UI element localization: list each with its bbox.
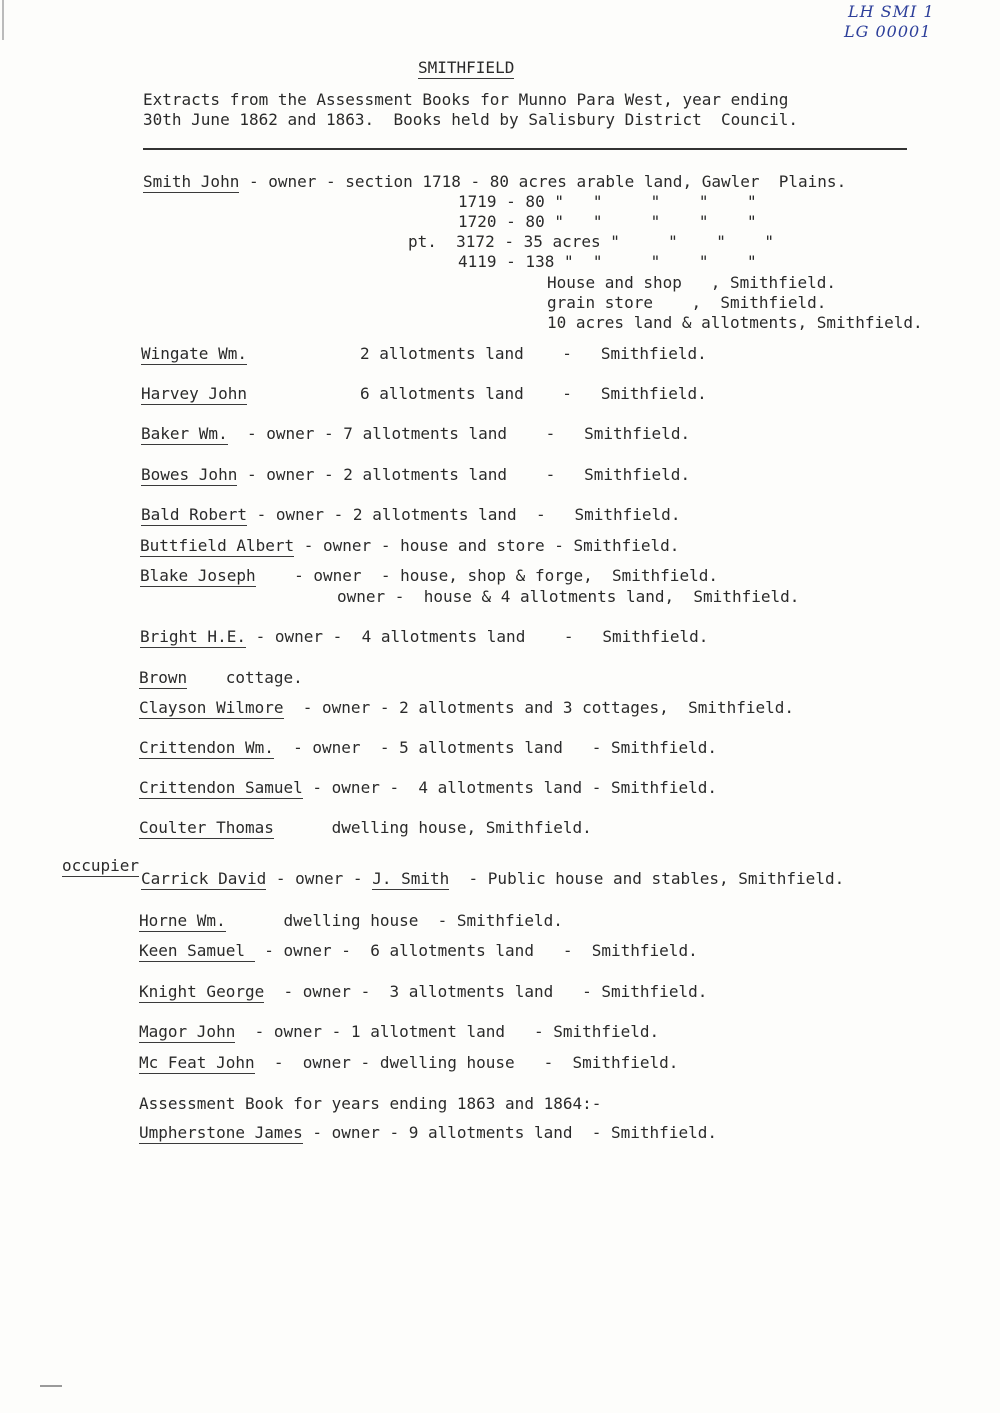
entry-detail: - owner - house, shop & forge, Smithfield.: [255, 566, 718, 585]
entry-name: Crittendon Wm.: [139, 738, 274, 757]
entry-name: Bowes John: [141, 465, 238, 484]
entry-detail: - owner - dwelling house - Smithfield.: [254, 1053, 679, 1072]
entry-detail: - owner - 3 allotments land - Smithfield.: [264, 982, 708, 1001]
entry-name: Umpherstone James: [139, 1123, 303, 1142]
entry-crittendon-wm: [139, 738, 717, 758]
entry-detail-2: - Public house and stables, Smithfield.: [449, 869, 845, 888]
smith-section-3172: pt. 3172 - 35 acres " " " ": [408, 232, 775, 251]
entry-coulter: [139, 818, 592, 838]
entry-mcfeat: [139, 1053, 678, 1073]
separator-rule: [143, 148, 907, 150]
entry-name: Wingate Wm.: [141, 344, 247, 363]
reference-annotation-2: LG 00001: [844, 22, 932, 41]
entry-keen: [139, 941, 698, 961]
entry-name: Mc Feat John: [139, 1053, 255, 1072]
entry-name: Keen Samuel: [139, 941, 255, 960]
entry-name: Bald Robert: [141, 505, 247, 524]
intro-line-2: 30th June 1862 and 1863. Books held by Salisbury District Council.: [143, 110, 799, 129]
entry-crittendon-samuel: [139, 778, 717, 798]
entry-detail: cottage.: [187, 668, 303, 687]
smith-section-1719: 1719 - 80 " " " " ": [458, 192, 757, 211]
entry-detail: - owner - 7 allotments land - Smithfield.: [227, 424, 691, 443]
entry-name: Harvey John: [141, 384, 247, 403]
entry-name: Knight George: [139, 982, 265, 1001]
entry-detail: dwelling house - Smithfield.: [225, 911, 563, 930]
entry-detail: - owner - 2 allotments and 3 cottages, Smithfield.: [283, 698, 795, 717]
smith-allotments: 10 acres land & allotments, Smithfield.: [547, 313, 923, 332]
entry-knight: [139, 982, 707, 1002]
intro-line-1: Extracts from the Assessment Books for Munno Para West, year ending: [143, 90, 789, 109]
smith-house-shop: House and shop , Smithfield.: [547, 273, 836, 292]
entry-bright: [140, 627, 708, 647]
entry-detail: - owner - 4 allotments land - Smithfield.: [245, 627, 709, 646]
entry-name: Horne Wm.: [139, 911, 226, 930]
entry-smith-john: [143, 172, 846, 192]
reference-annotation-1: LH SMI 1: [848, 2, 935, 21]
entry-buttfield: [140, 536, 679, 556]
entry-harvey: [141, 384, 247, 404]
entry-name: Baker Wm.: [141, 424, 228, 443]
entry-detail: - owner -: [266, 869, 373, 888]
entry-name: Smith John: [143, 172, 240, 191]
entry-name: Buttfield Albert: [140, 536, 295, 555]
second-book-heading: Assessment Book for years ending 1863 and 1864:-: [139, 1094, 602, 1113]
entry-horne: [139, 911, 563, 931]
entry-detail: - owner - 6 allotments land - Smithfield.: [254, 941, 698, 960]
title-text: SMITHFIELD: [418, 58, 515, 77]
entry-detail: - owner - 1 allotment land - Smithfield.: [235, 1022, 660, 1041]
entry-name: Clayson Wilmore: [139, 698, 284, 717]
entry-carrick: [141, 869, 844, 889]
entry-name: Brown: [139, 668, 188, 687]
entry-wingate: [141, 344, 247, 364]
smith-section-1720: 1720 - 80 " " " " ": [458, 212, 757, 231]
entry-detail: dwelling house, Smithfield.: [273, 818, 592, 837]
entry-name: Magor John: [139, 1022, 236, 1041]
entry-detail-blake-2: owner - house & 4 allotments land, Smithfield.: [337, 587, 800, 606]
entry-detail: - owner - 5 allotments land - Smithfield.: [273, 738, 717, 757]
entry-name: Bright H.E.: [140, 627, 246, 646]
entry-bowes: [141, 465, 690, 485]
occupier-label: [62, 856, 139, 876]
entry-detail: - owner - 2 allotments land - Smithfield.: [237, 465, 691, 484]
entry-name: Carrick David: [141, 869, 267, 888]
entry-detail: - owner - 4 allotments land - Smithfield.: [302, 778, 717, 797]
entry-baker: [141, 424, 690, 444]
smith-grain-store: grain store , Smithfield.: [547, 293, 827, 312]
entry-detail-wingate: 2 allotments land - Smithfield.: [360, 344, 707, 363]
page-title: [418, 58, 514, 78]
entry-name: Blake Joseph: [140, 566, 256, 585]
owner-name: J. Smith: [372, 869, 450, 888]
occupier-text: occupier: [62, 856, 140, 875]
entry-clayson: [139, 698, 794, 718]
entry-blake: [140, 566, 718, 586]
entry-brown: [139, 668, 303, 688]
scan-mark: [40, 1385, 62, 1387]
entry-name: Coulter Thomas: [139, 818, 274, 837]
scan-edge-mark: [2, 0, 4, 40]
entry-detail-harvey: 6 allotments land - Smithfield.: [360, 384, 707, 403]
entry-umpherstone: [139, 1123, 717, 1143]
entry-detail: - owner - section 1718 - 80 acres arable land, Gawler Plains.: [239, 172, 847, 191]
entry-bald: [141, 505, 680, 525]
entry-magor: [139, 1022, 659, 1042]
smith-section-4119: 4119 - 138 " " " " ": [458, 252, 757, 271]
entry-detail: - owner - 2 allotments land - Smithfield.: [246, 505, 681, 524]
entry-detail: - owner - 9 allotments land - Smithfield.: [302, 1123, 717, 1142]
entry-detail: - owner - house and store - Smithfield.: [294, 536, 680, 555]
entry-name: Crittendon Samuel: [139, 778, 303, 797]
